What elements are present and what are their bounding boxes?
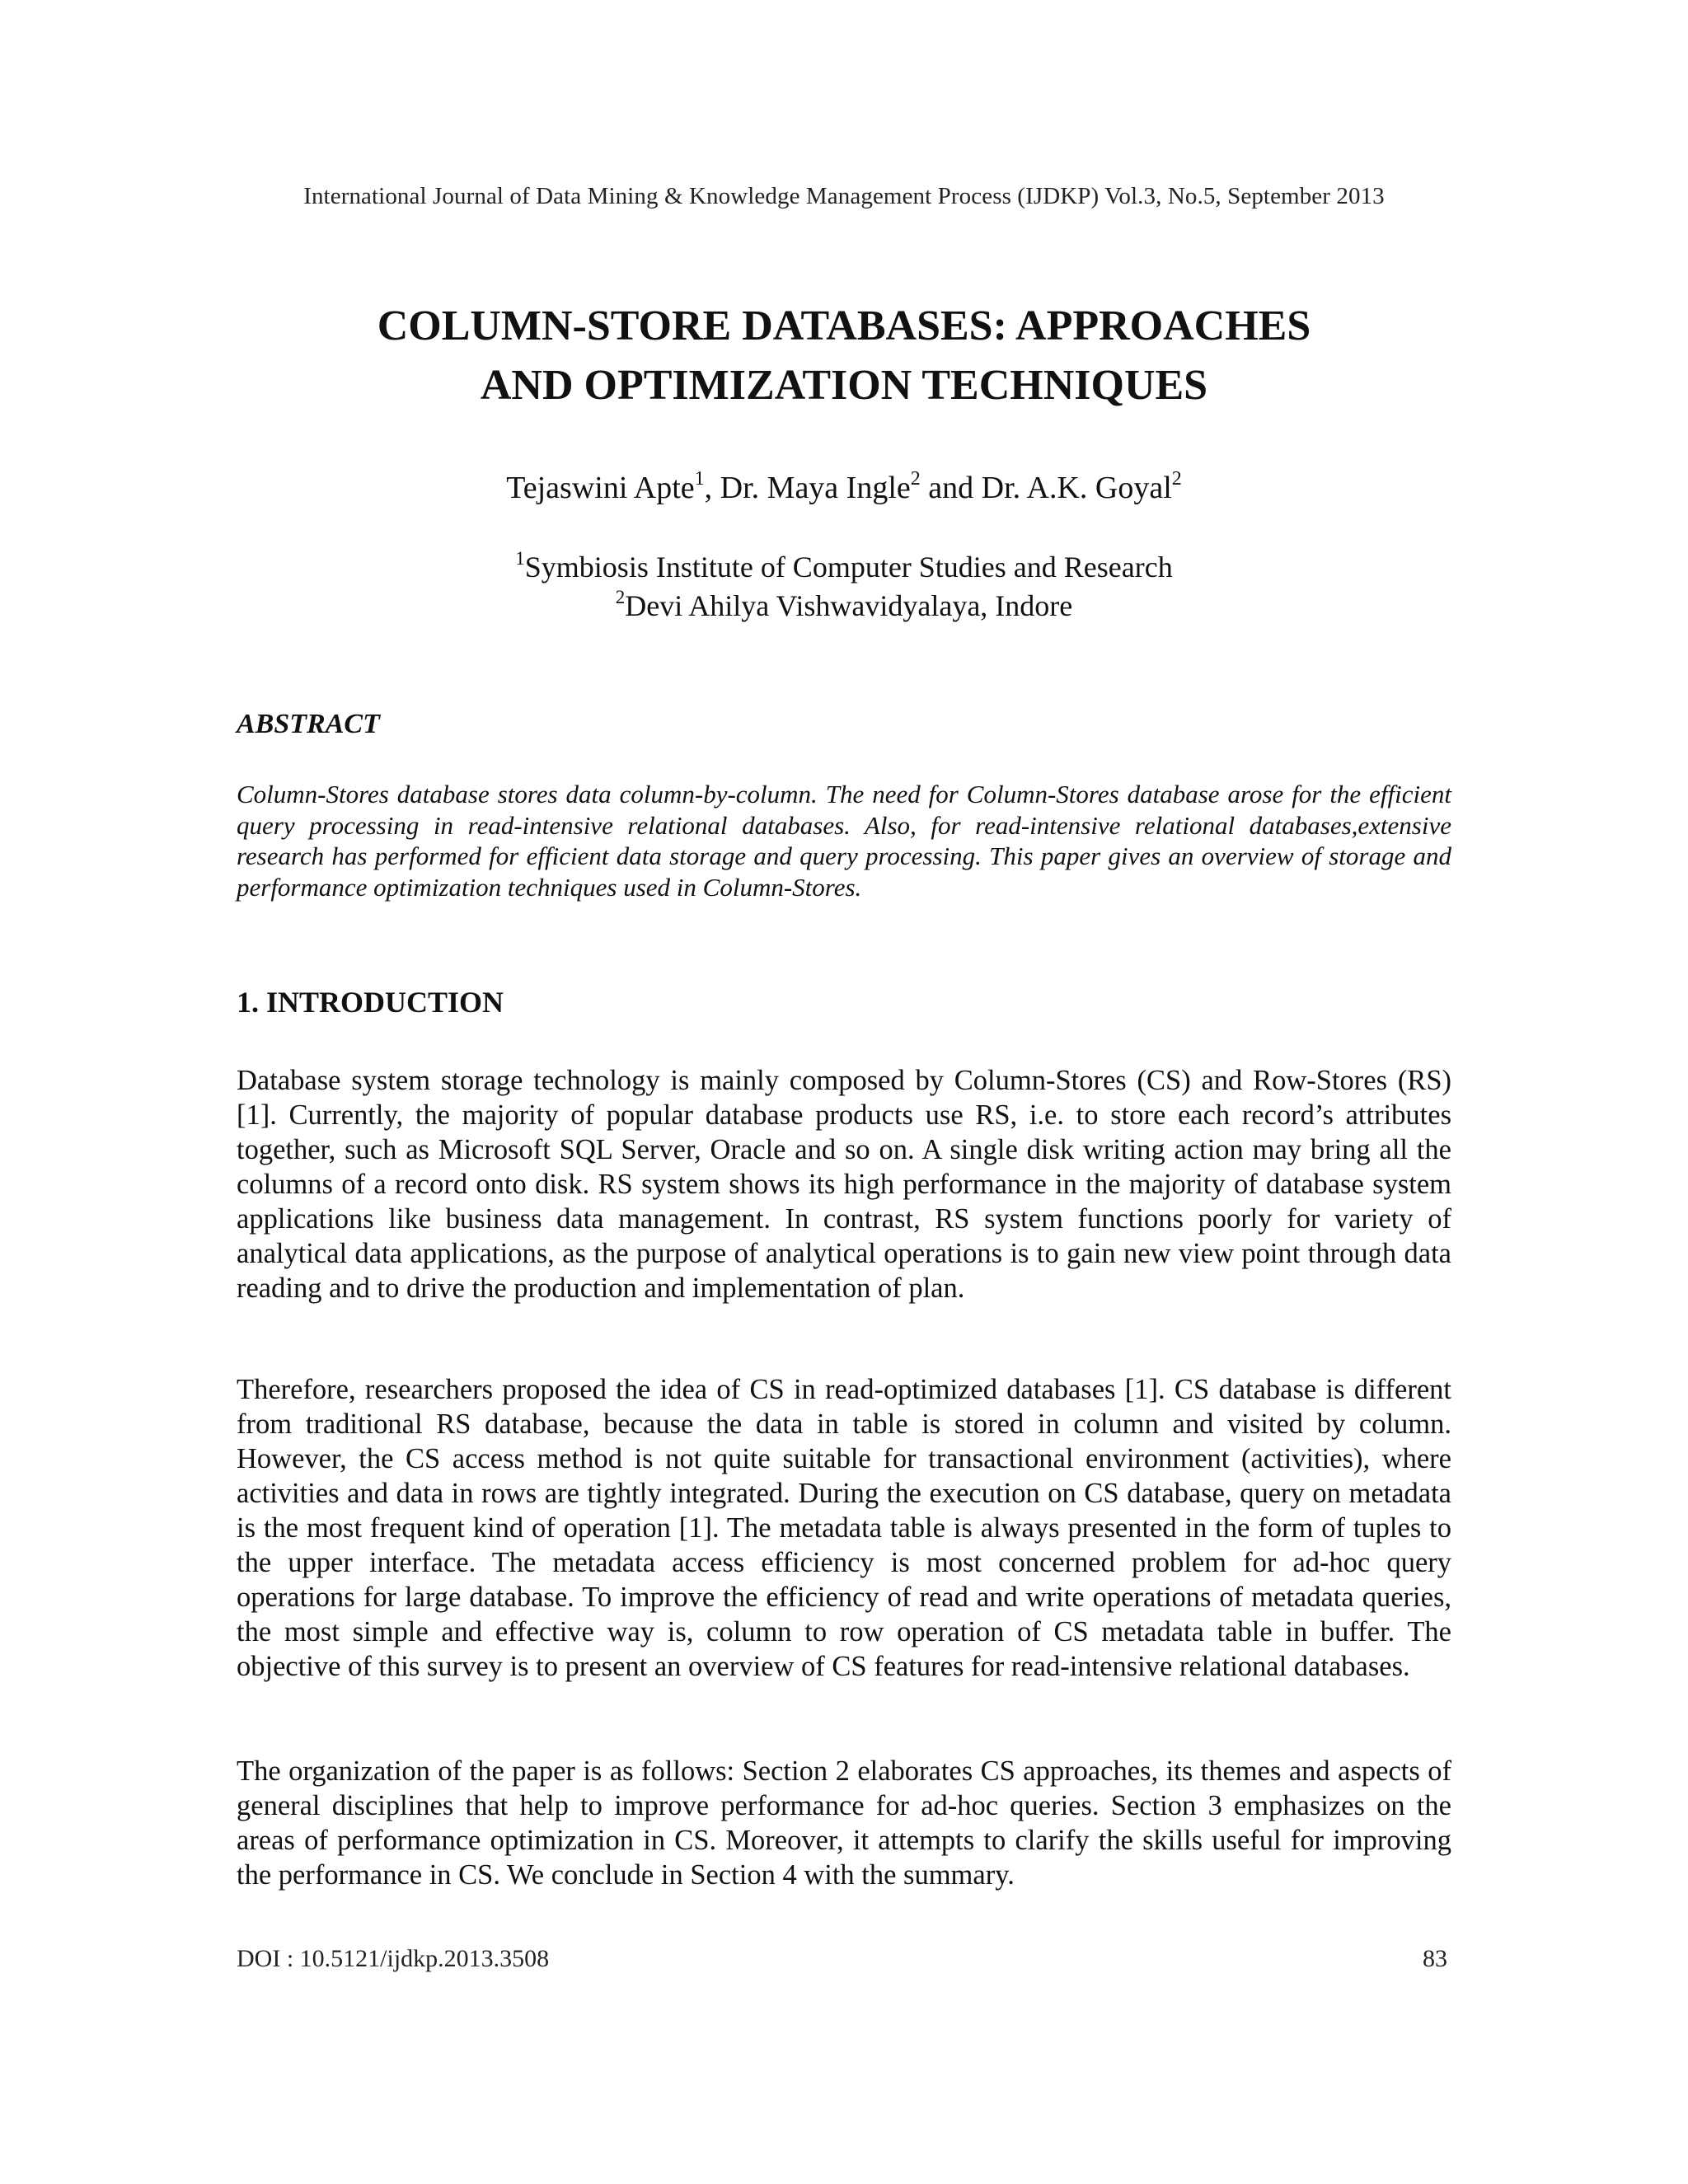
- abstract-text: Column-Stores database stores data column-by-column. The need for Column-Stores database arose for the efficient query processing in read-intensive relational databases. Also, for read-intensive relational databases,extensive research has performed for efficient data storage and query processing. This paper gives an overview of storage and performance optimization techniques used in Column-Stores.: [237, 780, 1451, 902]
- author-2-name: , Dr. Maya Ingle: [704, 471, 911, 505]
- footer-doi: DOI : 10.5121/ijdkp.2013.3508: [237, 1945, 550, 1972]
- affiliation-1-mark: 1: [515, 548, 525, 569]
- page-number: 83: [1423, 1945, 1447, 1972]
- affiliations: [0, 548, 1688, 626]
- author-list: [0, 470, 1688, 506]
- title-line-1: COLUMN-STORE DATABASES: APPROACHES: [377, 302, 1311, 349]
- affiliation-2-mark: 2: [615, 587, 626, 607]
- author-3-affil-mark: 2: [1171, 468, 1182, 490]
- author-3-name: and Dr. A.K. Goyal: [920, 471, 1172, 505]
- intro-paragraph-2: Therefore, researchers proposed the idea of CS in read-optimized databases [1]. CS database is different from traditional RS database, because the data in table is stored in column and visited by column. However, the CS access method is not quite suitable for transactional environment (activities), where activities and data in rows are tightly integrated. During the execution on CS database, query on metadata is the most frequent kind of operation [1]. The metadata table is always presented in the form of tuples to the upper interface. The metadata access efficiency is most concerned problem for ad-hoc query operations for large database. To improve the efficiency of read and write operations of metadata queries, the most simple and effective way is, column to row operation of CS metadata table in buffer. The objective of this survey is to present an overview of CS features for read-intensive relational databases.: [237, 1374, 1451, 1682]
- author-2-affil-mark: 2: [910, 468, 921, 490]
- author-1-name: Tejaswini Apte: [506, 471, 695, 505]
- running-header: International Journal of Data Mining & Knowledge Management Process (IJDKP) Vol.3, No.5, September 2013: [303, 183, 1385, 209]
- affiliation-2: [0, 587, 1688, 626]
- section-1-heading: [237, 985, 504, 1019]
- paper-title: [0, 297, 1688, 415]
- affiliation-2-text: Devi Ahilya Vishwavidyalaya, Indore: [625, 589, 1073, 622]
- title-line-2: AND OPTIMIZATION TECHNIQUES: [480, 362, 1208, 409]
- abstract-heading: ABSTRACT: [237, 709, 380, 739]
- section-1-heading-text: 1. INTRODUCTION: [237, 986, 504, 1019]
- author-1-affil-mark: 1: [694, 468, 705, 490]
- intro-paragraph-3: The organization of the paper is as follows: Section 2 elaborates CS approaches, its themes and aspects of general disciplines that help to improve performance for ad-hoc queries. Section 3 emphasizes on the areas of performance optimization in CS. Moreover, it attempts to clarify the skills useful for improving the performance in CS. We conclude in Section 4 with the summary.: [237, 1755, 1451, 1891]
- affiliation-1-text: Symbiosis Institute of Computer Studies and Research: [524, 551, 1173, 583]
- affiliation-1: [0, 548, 1688, 587]
- intro-paragraph-1: Database system storage technology is mainly composed by Column-Stores (CS) and Row-Stores (RS) [1]. Currently, the majority of popular database products use RS, i.e. to store each record’s attributes together, such as Microsoft SQL Server, Oracle and so on. A single disk writing action may bring all the columns of a record onto disk. RS system shows its high performance in the majority of database system applications like business data management. In contrast, RS system functions poorly for variety of analytical data applications, as the purpose of analytical operations is to gain new view point through data reading and to drive the production and implementation of plan.: [237, 1065, 1451, 1304]
